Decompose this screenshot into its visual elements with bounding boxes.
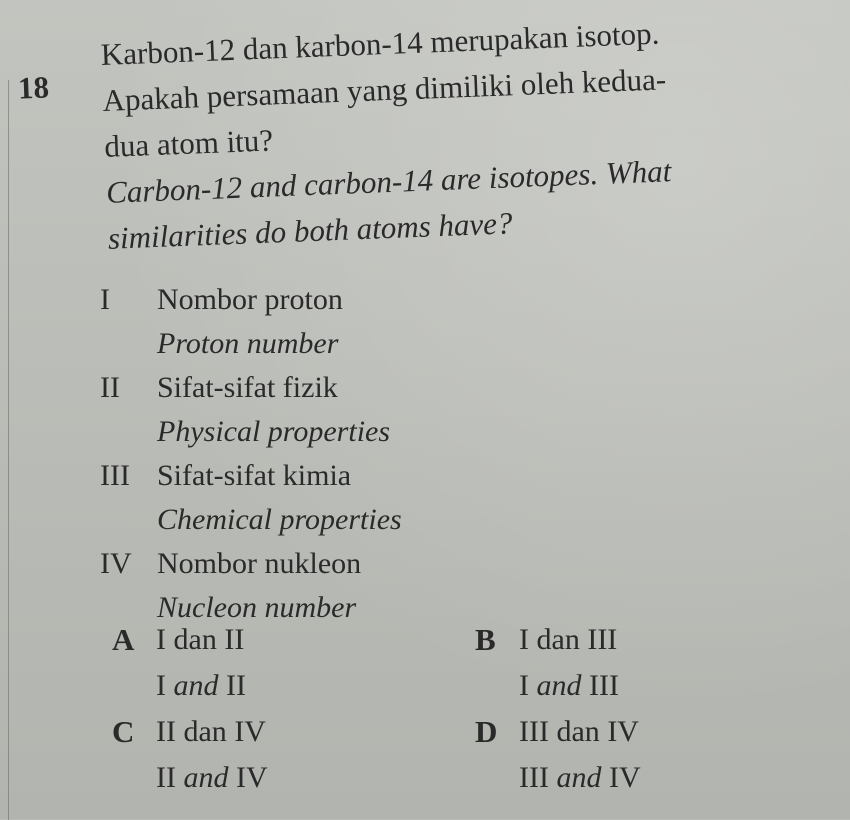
option-letter: B — [475, 622, 496, 657]
option-text-ms: I dan II — [156, 623, 245, 656]
statement-text-ms: Sifat-sifat fizik — [157, 371, 338, 404]
statement-item — [100, 280, 500, 368]
statement-numeral: IV — [100, 547, 132, 580]
statement-item — [100, 368, 500, 456]
stem-line-ms-2: Apakah persamaan yang dimiliki oleh kedua- — [101, 61, 667, 118]
statement-text-en: Nucleon number — [157, 591, 357, 624]
option-c[interactable] — [112, 712, 452, 802]
statement-text-ms: Nombor nukleon — [157, 547, 362, 580]
option-a[interactable] — [112, 620, 452, 710]
option-letter: C — [112, 714, 135, 749]
option-d[interactable] — [475, 712, 815, 802]
stem-line-ms-3: dua atom itu? — [103, 122, 274, 164]
statement-numeral: II — [100, 371, 120, 404]
statement-numeral: III — [100, 459, 130, 492]
option-text-en: I and II — [156, 669, 246, 702]
statement-text-ms: Sifat-sifat kimia — [157, 459, 352, 492]
option-text-ms: I dan III — [519, 623, 618, 656]
option-text-en: III and IV — [519, 761, 641, 794]
question-number: 18 — [17, 69, 50, 106]
statement-text-en: Proton number — [157, 327, 339, 360]
option-letter: D — [475, 714, 498, 749]
stem-line-ms-1: Karbon-12 dan karbon-14 merupakan isotop. — [100, 15, 660, 72]
statement-text-en: Physical properties — [157, 415, 391, 448]
statement-text-en: Chemical properties — [157, 503, 402, 536]
option-text-en: I and III — [519, 669, 619, 702]
stem-line-en-1: Carbon-12 and carbon-14 are isotopes. What — [105, 153, 672, 210]
option-b[interactable] — [475, 620, 815, 710]
option-text-en: II and IV — [156, 761, 268, 794]
statement-item — [100, 456, 500, 544]
stem-line-en-2: similarities do both atoms have? — [107, 205, 514, 256]
statement-list — [100, 280, 500, 632]
option-text-ms: II dan IV — [156, 715, 266, 748]
question-stem — [100, 4, 828, 261]
statement-item — [100, 544, 500, 632]
option-letter: A — [112, 622, 135, 657]
statement-numeral: I — [100, 283, 110, 316]
option-text-ms: III dan IV — [519, 715, 639, 748]
statement-text-ms: Nombor proton — [157, 283, 343, 316]
